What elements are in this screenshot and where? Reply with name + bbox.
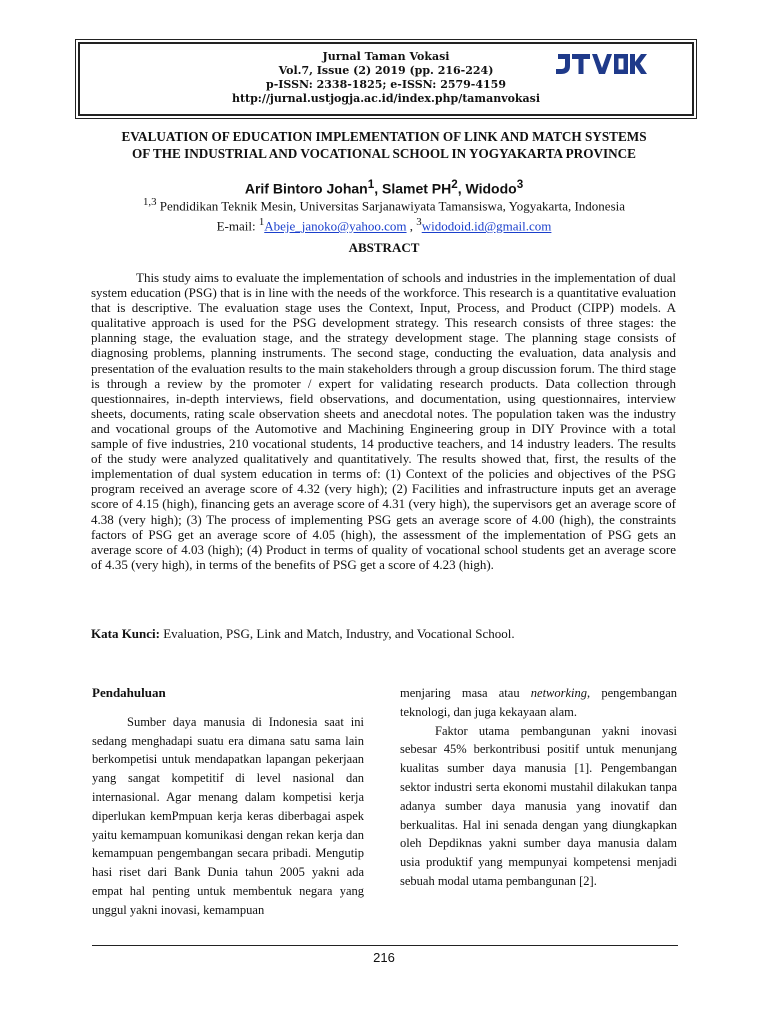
right-p0-part-a: menjaring masa atau xyxy=(400,686,531,700)
abstract-heading: ABSTRACT xyxy=(348,240,420,255)
keywords-label: Kata Kunci: xyxy=(91,626,160,641)
affiliation-text: Pendidikan Teknik Mesin, Universitas Sarjanawiyata Tamansiswa, Yogyakarta, Indonesia xyxy=(156,198,626,214)
author-1: Arif Bintoro Johan xyxy=(244,180,368,197)
author-2: Slamet PH xyxy=(381,180,452,197)
author-1-sup: 1 xyxy=(367,178,375,191)
journal-issn: p-ISSN: 2338-1825; e-ISSN: 2579-4159 xyxy=(266,78,506,91)
author-3-sup: 3 xyxy=(516,178,524,191)
journal-name: Jurnal Taman Vokasi xyxy=(322,50,450,63)
email-separator: , xyxy=(406,218,417,234)
email-link-2[interactable]: widodoid.id@gmail.com xyxy=(421,218,552,234)
left-column xyxy=(92,684,364,920)
title-line-1: EVALUATION OF EDUCATION IMPLEMENTATION OF LINK AND MATCH SYSTEMS xyxy=(121,129,647,144)
email-2-sup: 3 xyxy=(416,216,422,229)
right-column xyxy=(400,684,677,891)
right-p0-emphasis: networking xyxy=(530,686,588,700)
affiliation xyxy=(0,194,768,235)
page-number: 216 xyxy=(373,950,395,965)
journal-logo xyxy=(556,50,648,76)
keywords xyxy=(91,626,676,642)
email-1-sup: 1 xyxy=(258,216,265,229)
journal-header-box xyxy=(78,42,694,116)
title-line-2: OF THE INDUSTRIAL AND VOCATIONAL SCHOOL IN YOGYAKARTA PROVINCE xyxy=(132,146,636,161)
authors: Arif Bintoro Johan$^1$, Slamet $PH^2$, Widodo$^3$ xyxy=(244,178,524,197)
email-label: E-mail: xyxy=(216,218,259,234)
right-p0-part-b: , pengembangan teknologi, dan juga kekayaan alam. xyxy=(400,686,677,719)
footer-rule xyxy=(92,945,678,946)
right-paragraph-1: Faktor utama pembangunan yakni inovasi sebesar 45% berkontribusi positif untuk menunjang kualitas sumber daya manusia [1]. Pengembangan sektor industri serta ekonomi mustahil dilakukan tanpa adanya sumber daya manusia yang inovatif dan berkualitas. Hal ini senada dengan yang diungkapkan oleh Depdiknas yakni sumber daya manusia dalam usia produktif yang mempunyai kompetensi menjadi sebuah modal utama pembangunan [2]. xyxy=(400,723,677,888)
section-heading-pendahuluan: Pendahuluan xyxy=(92,685,166,700)
author-2-sup: 2 xyxy=(451,178,458,191)
right-paragraph-0 xyxy=(400,684,677,722)
paper-title xyxy=(80,128,688,162)
keywords-text: Evaluation, PSG, Link and Match, Industry, and Vocational School. xyxy=(159,626,515,641)
journal-url: http://jurnal.ustjogja.ac.id/index.php/tamanvokasi xyxy=(231,92,541,105)
left-paragraph-1: Sumber daya manusia di Indonesia saat ini sedang menghadapi suatu era dimana satu sama lain berkompetisi untuk mendapatkan lapangan pekerjaan yang sangat kompetitif di level nasional dan internasional. Agar menang dalam kompetisi kerja diperlukan kemPmpuan kerja keras diberbagai aspek yaitu kemampuan komunikasi dengan rekan kerja dan kemampuan pengembangan secara pribadi. Mengutip hasi riset dari Bank Dunia tahun 2005 yakni ada empat hal penting untuk membentuk negara yang unggul yakni inovasi, kemampuan xyxy=(92,714,364,917)
affiliation-sup: 1,3 xyxy=(142,196,157,208)
abstract-body: This study aims to evaluate the implementation of schools and industries in the implementation of dual system education (PSG) that is in line with the needs of the workforce. This research is a quantitative evaluation that is descriptive. The evaluation stage uses the Context, Input, Process, and Product (CIPP) models. A qualitative approach is used for the PSG development strategy. This research consists of three stages: the planning stage, the evaluation stage, and the strategy development stage. The planning stage consists of diagnosing problems, planning instruments. The second stage, conducting the evaluation, data analysis and presentation of the evaluation results to the main stakeholders through a group discussion forum. The third stage is through a review by the promoter / expert for validating research products. Data collection through questionnaires, in-depth interviews, field observations, and documentation, using questionnaires, interview sheets, documents, rating scale observation sheets and anecdotal notes. The population taken was the industry and vocational groups of the Automotive and Machining Engineering group in DIY Province with a total sample of five industries, 210 vocational students, 14 productive teachers, and 14 industry leaders. The results of the study were analyzed qualitatively and quantitatively. The results showed that, first, the results of the implementation of dual system education in terms of: (1) Context of the policies and objectives of the PSG program received an average score of 4.32 (very high); (2) Facilities and infrastructure inputs get an average score of 4.15 (high), financing gets an average score of 4.31 (very high), the supervisors get an average score of 4.38 (very high); (3) The process of implementing PSG gets an average score of 4.00 (high), the constraints factors of PSG get an average score of 4.05 (high), the assessment of the implementation of PSG gets an average score of 4.03 (high); (4) Product in terms of quality of vocational school students get an average score of 4.35 (very high), in terms of the benefits of PSG get a score of 4.23 (high). xyxy=(91,270,676,572)
journal-volume: Vol.7, Issue (2) 2019 (pp. 216-224) xyxy=(278,64,494,77)
author-3: Widodo xyxy=(465,180,517,197)
email-link-1[interactable]: Abeje_janoko@yahoo.com xyxy=(264,218,407,234)
